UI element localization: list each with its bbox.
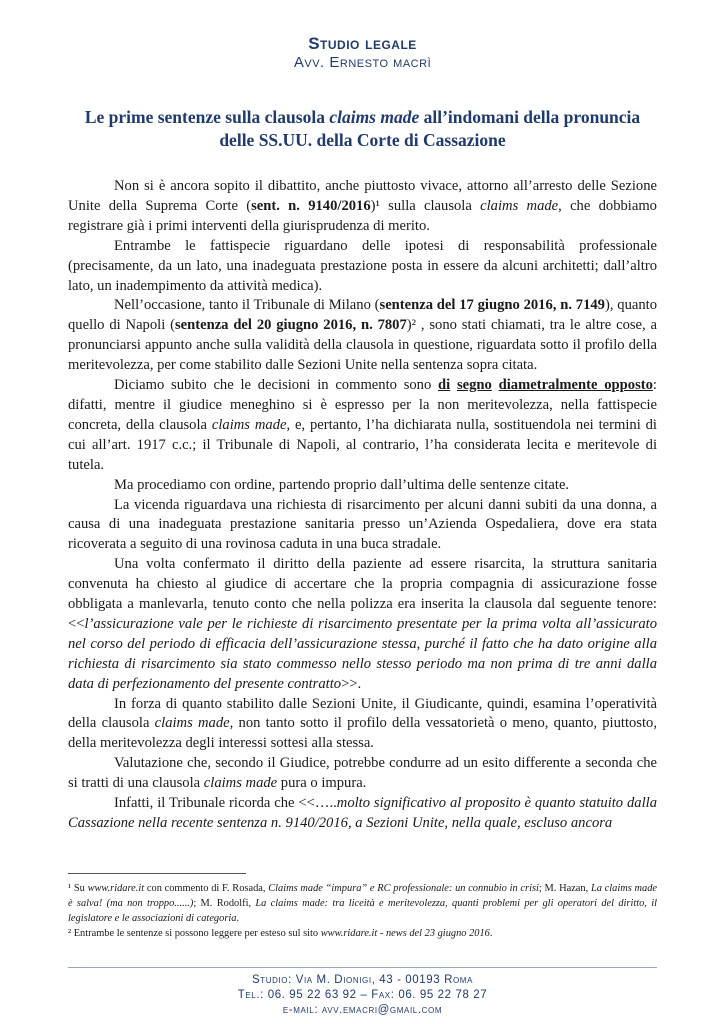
lawyer-name: Avv. Ernesto macrì xyxy=(293,54,432,71)
text-run: , non tanto sotto il profilo della vessatorietà o meno, quanto, piuttosto, della meritevolezza degli interessi sottesi alla stessa. xyxy=(68,715,657,752)
quoted-text: molto significativo al proposito è quanto statuito dalla Cassazione nella recente sentenza n. 9140/2016, a Sezioni Unite, nella quale, escluso ancora xyxy=(68,795,658,831)
bold-run: sentenza del 17 giugno 2016, n. 7149 xyxy=(379,297,605,314)
footnote-divider xyxy=(68,873,246,874)
text-run: In forza di quanto stabilito dalle Sezioni Unite, il Giudicante, quindi, esamina l’operatività della clausola xyxy=(68,695,657,732)
underlined-run: segno xyxy=(456,377,492,394)
paragraph-10 xyxy=(68,794,657,834)
letterhead xyxy=(0,34,725,72)
underlined-run: diametralmente opposto xyxy=(498,377,653,394)
text-run: Infatti, il Tribunale ricorda che <<….. xyxy=(114,795,337,812)
document-body xyxy=(68,177,657,834)
text-run: )¹ sulla clausola xyxy=(370,197,481,214)
italic-run: claims made xyxy=(211,416,287,433)
italic-run: claims made xyxy=(203,775,278,792)
paragraph-5: Ma procediamo con ordine, partendo proprio dall’ultima delle sentenze citate. xyxy=(114,476,570,493)
footnote-1 xyxy=(68,881,657,926)
footer-phone: Tel.: 06. 95 22 63 92 – Fax: 06. 95 22 78 27 xyxy=(237,989,488,1001)
text-run: )² , sono stati chiamati, tra le altre cose, a pronunciarsi appunto anche sulla validità della clausola in questione, riguardata sotto il profilo della meritevolezza, per come stabilito dalle Sezioni Unite nella sentenza sopra citata. xyxy=(68,317,657,374)
text-run: ), quanto quello di Napoli ( xyxy=(68,297,657,334)
footnotes xyxy=(68,881,657,941)
text-run: pura o impura. xyxy=(277,775,367,792)
website-link[interactable]: www.ridare.it - news del 23 giugno 2016 xyxy=(320,928,490,939)
text-run: , che dobbiamo registrare già i primi interventi della giurisprudenza di merito. xyxy=(68,197,657,234)
bold-run: sent. n. 9140/2016 xyxy=(251,197,371,214)
paragraph-2: Entrambe le fattispecie riguardano delle ipotesi di responsabilità professionale (precisamente, da un lato, una inadeguata prestazione posta in essere da alcuni architetti; dall’altro lato, un inadempimento da attività medica). xyxy=(68,237,657,294)
paragraph-9 xyxy=(68,754,657,794)
underlined-run: di xyxy=(438,377,451,394)
footer xyxy=(0,973,725,1018)
title-part-1: Le prime sentenze sulla clausola xyxy=(84,107,330,127)
footer-divider xyxy=(68,967,657,968)
firm-name: Studio legale xyxy=(308,34,417,53)
paragraph-3 xyxy=(68,296,657,376)
text-run: Una volta confermato il diritto della paziente ad essere risarcita, la struttura sanitaria convenuta ha chiesto al giudice di accertare che la propria compagnia di assicurazione fosse obbligata a manlevarla, tenuto conto che nella polizza era inserita la clausola dal seguente tenore: << xyxy=(68,556,657,632)
paragraph-4 xyxy=(68,376,657,476)
text-run: . xyxy=(489,928,493,939)
document-title xyxy=(70,106,655,152)
text-run: : difatti, mentre il giudice meneghino si è espresso per la non meritevolezza, nella fattispecie concreta, della clausola xyxy=(68,377,657,433)
footer-email[interactable]: e-mail: avv.emacri@gmail.com xyxy=(282,1004,443,1016)
text-run: ¹ Su xyxy=(68,883,88,894)
text-run: Non si è ancora sopito il dibattito, anche piuttosto vivace, attorno all’arresto delle Sezione Unite della Suprema Corte ( xyxy=(68,178,657,214)
text-run: . xyxy=(236,913,240,924)
paragraph-6: La vicenda riguardava una richiesta di risarcimento per alcuni danni subiti da una donna, a causa di una inadeguata prestazione sanitaria presso un’Azienda Ospedaliera, dove era stata ricoverata a seguito di una rovinosa caduta in una buca stradale. xyxy=(68,496,657,553)
italic-run: La claims made: tra liceità e meritevolezza, quanti problemi per gli operatori del diritto, il legislatore e le associazioni di categoria xyxy=(68,898,657,924)
italic-run: La claims made è salva! (ma non troppo......) xyxy=(68,883,658,909)
text-run: ² Entrambe le sentenze si possono leggere per esteso sul sito xyxy=(68,928,321,939)
text-run: con commento di F. Rosada, xyxy=(144,883,269,894)
text-run: >>. xyxy=(341,675,362,692)
text-run: Valutazione che, secondo il Giudice, potrebbe condurre ad un esito differente a seconda che si tratti di una clausola xyxy=(68,755,657,792)
title-italic: claims made xyxy=(329,107,420,127)
text-run: ; M. Rodolfi, xyxy=(193,898,256,909)
paragraph-8 xyxy=(68,695,657,755)
quoted-clause: l’assicurazione vale per le richieste di risarcimento presentate per la prima volta all’assicurato nel corso del periodo di efficacia dell’assicurazione stessa, purché il fatto che ha dato origine alla richiesta di risarcimento sia stato commesso nello stesso periodo ma non prima di tre anni dalla data di perfezionamento del presente contratto xyxy=(68,615,657,692)
bold-run: sentenza del 20 giugno 2016, n. 7807 xyxy=(174,317,407,334)
footer-address: Studio: Via M. Dionigi, 43 - 00193 Roma xyxy=(251,974,474,986)
text-run: Nell’occasione, tanto il Tribunale di Milano ( xyxy=(114,297,380,314)
text-run: , e, pertanto, l’ha dichiarata nulla, sostituendola nei termini di cui all’art. 1917 c.c.; il Tribunale di Napoli, al contrario, l’ha considerata lecita e meritevole di tutela. xyxy=(68,416,657,473)
title-part-2: all’indomani della pronuncia delle SS.UU. della Corte di Cassazione xyxy=(219,107,641,150)
text-run: Diciamo subito che le decisioni in commento sono xyxy=(114,377,439,394)
website-link[interactable]: www.ridare.it xyxy=(87,883,145,894)
italic-run: claims made xyxy=(154,715,230,732)
footnote-2 xyxy=(68,926,657,941)
paragraph-7 xyxy=(68,555,657,694)
text-run: ; M. Hazan, xyxy=(538,883,591,894)
italic-run: claims made xyxy=(480,197,559,214)
italic-run: Claims made “impura” e RC professionale: un connubio in crisi xyxy=(268,883,539,894)
paragraph-1 xyxy=(68,177,657,237)
